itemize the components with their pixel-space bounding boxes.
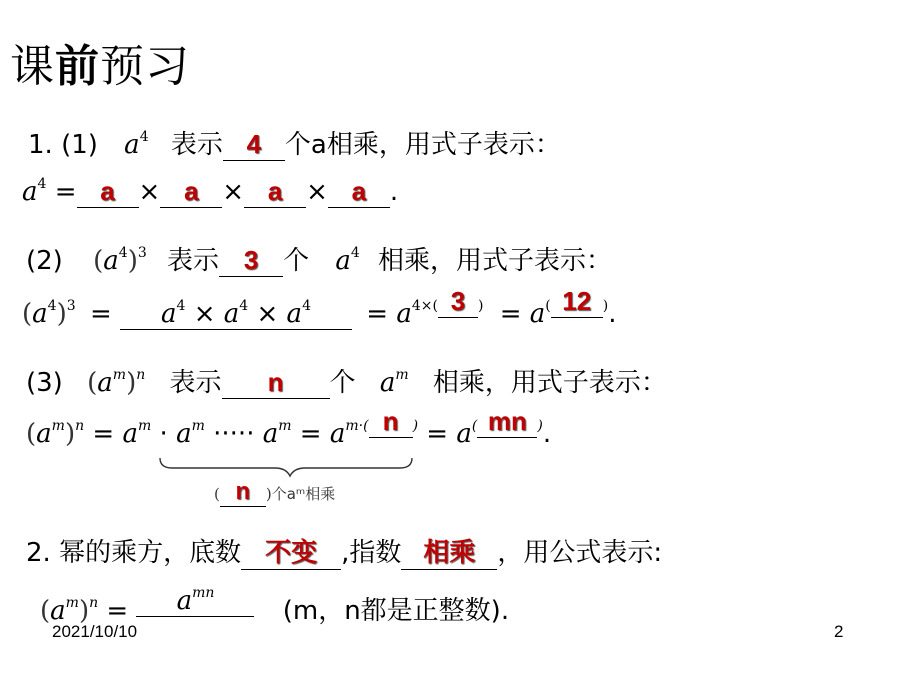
q3-answer-exp: n [382,406,399,436]
q1-formula: $a^4 = a \times a \times a \times a$ . [22,176,399,207]
footer-date: 2021/10/10 [52,622,138,641]
q2-line1: (2) $(a^4)^3$ 表示 3 个 $a^4$ 相乘，用式子表示： [26,245,613,276]
q1-label: 1. (1) [28,130,98,160]
brace-label: ( n )个aᵐ相乘 [214,478,336,505]
q2-answer-count: 3 [243,245,259,275]
q3-brace-answer: n [235,478,251,505]
q1-answer-factor: a [267,176,283,206]
q3-line1: (3) $(a^m)^n$ 表示 n 个 $a^m$ 相乘，用式子表示： [26,367,667,398]
q3-answer-result: mn [487,406,527,436]
q1-line1: 1. (1) $a^4$ 表示 4 个a相乘，用式子表示： [28,129,561,160]
q2-answer-result: 12 [562,286,592,316]
q1-answer-factor: a [184,176,199,206]
q4-answer2: 相乘 [423,537,476,567]
q1-answer-factor: a [100,176,115,206]
q1-answer-factor: a [351,176,367,206]
q3-formula: $(a^m)^n = a^m \cdot a^m$ ····· $a^m = a^{m\cdot( n )} = a^{( mn )}$. [26,406,552,449]
q4-line: 2. 幂的乘方，底数 不变 ,指数 相乘 ，用公式表示: [26,532,662,570]
q4-answer1: 不变 [265,537,318,567]
q2-answer-exp: 3 [450,286,466,316]
q1-answer-count: 4 [246,129,262,159]
footer-page-number: 2 [834,622,844,641]
q3-answer-count: n [267,367,284,397]
q2-formula: $(a^4)^3 = a^4 \times a^4 \times a^4 = a^{4\times( 3 )} = a^{( 12 )}$. [22,286,617,329]
slide-title: 课前预习 [10,41,190,92]
q4-formula: $(a^m)^n = a^{mn}$ (m，n都是正整数). [40,585,510,626]
